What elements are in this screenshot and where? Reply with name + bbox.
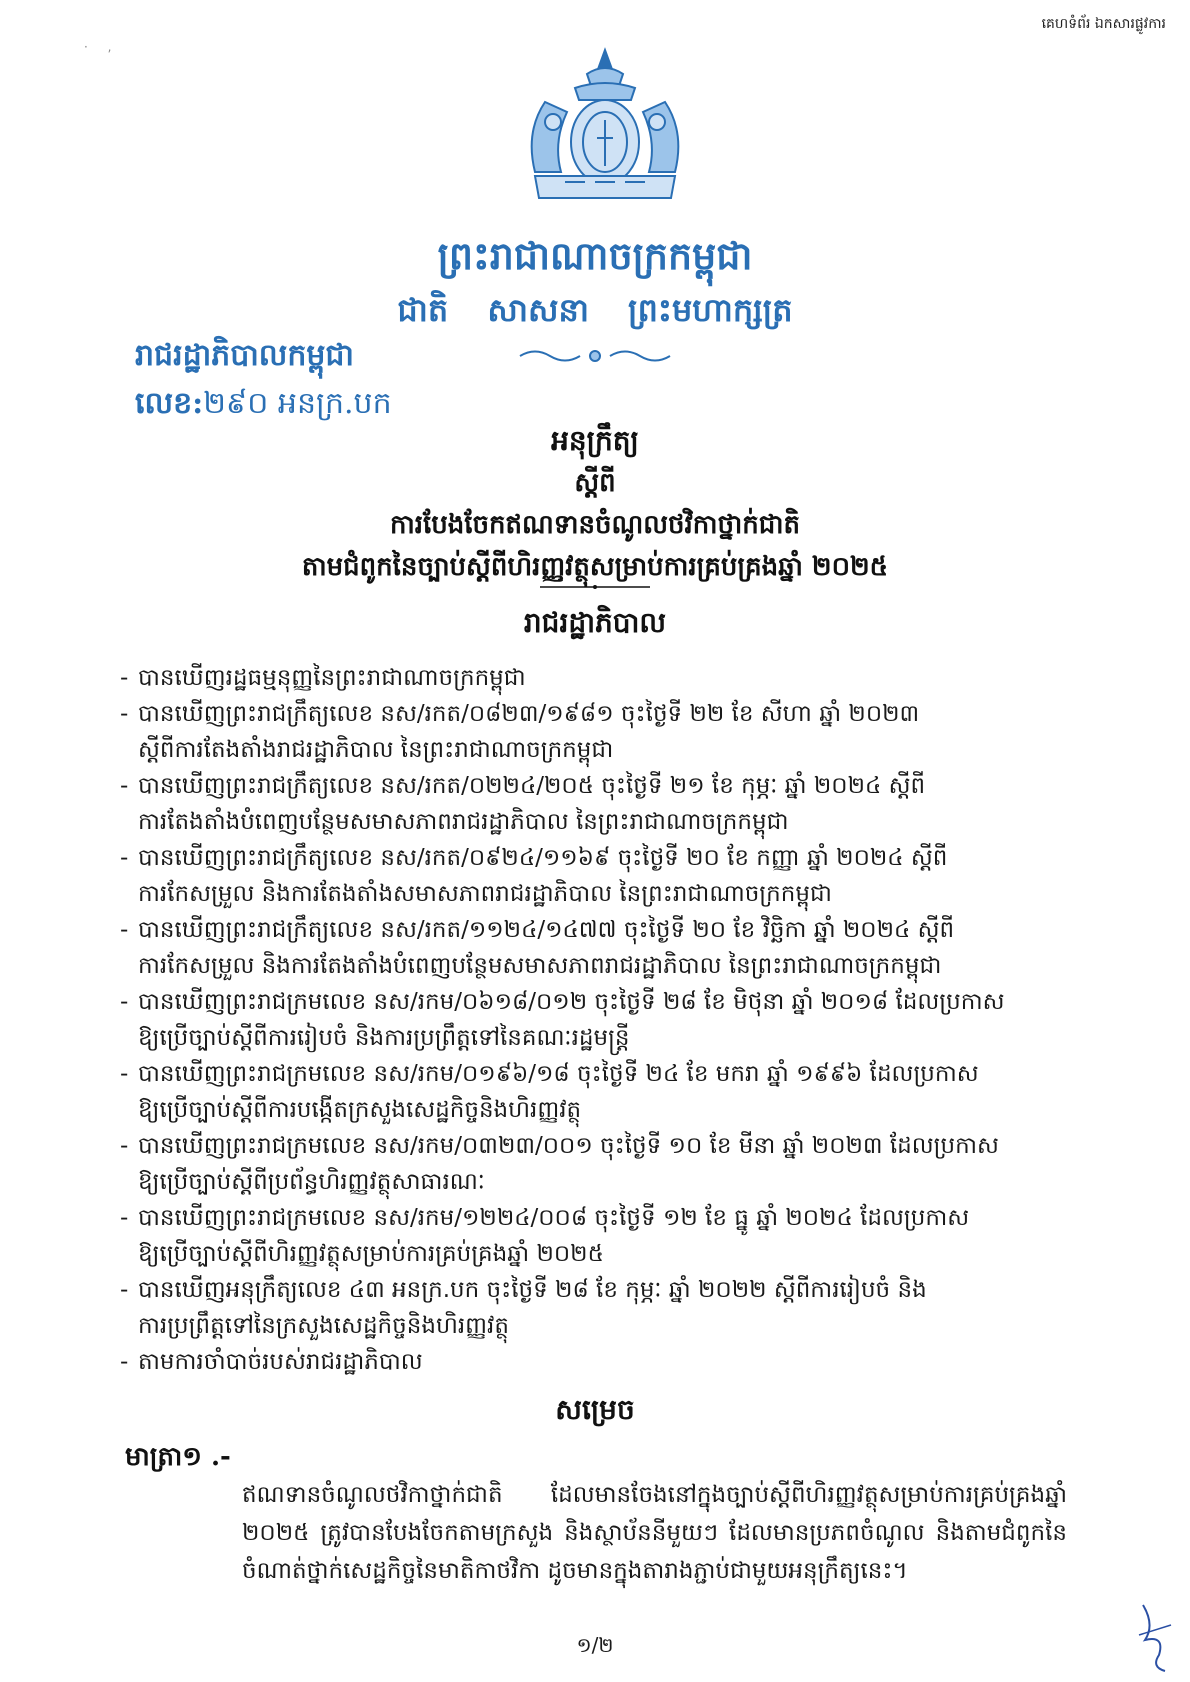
- kingdom-name: ព្រះរាជាណាចក្រកម្ពុជា: [437, 233, 753, 278]
- recital-line: បានឃើញព្រះរាជក្រមលេខ នស/រកម/០១៩៦/១៨ ចុះថ្ងៃទី ២៤ ខែ មករា ឆ្នាំ ១៩៩៦ ដែលប្រកាស: [138, 1061, 979, 1087]
- list-item: [120, 840, 1070, 912]
- recital-line: បានឃើញព្រះរាជក្រឹត្យលេខ នស/រកត/០៨២៣/១៩៨១ ចុះថ្ងៃទី ២២ ខែ សីហា ឆ្នាំ ២០២៣: [138, 701, 920, 727]
- recital-line: ឱ្យប្រើច្បាប់ស្ដីពីការរៀបចំ និងការប្រព្រឹត្តទៅនៃគណៈរដ្ឋមន្ត្រី: [138, 1025, 630, 1051]
- list-item: [120, 696, 1070, 768]
- recital-line: ការប្រព្រឹត្តទៅនៃក្រសួងសេដ្ឋកិច្ចនិងហិរញ្ញវត្ថុ: [138, 1313, 509, 1339]
- title-line-3: ការបែងចែកឥណទានចំណូលថវិកាថ្នាក់ជាតិ: [389, 510, 801, 540]
- page-number: ១/២: [576, 1633, 614, 1657]
- recital-line: ឱ្យប្រើច្បាប់ស្ដីពីប្រព័ន្ធហិរញ្ញវត្ថុសាធារណៈ: [138, 1169, 485, 1195]
- decision-heading: សម្រេច: [555, 1393, 635, 1426]
- recital-line: បានឃើញព្រះរាជក្រឹត្យលេខ នស/រកត/១១២៤/១៤៧៧ ចុះថ្ងៃទី ២០ ខែ វិច្ឆិកា ឆ្នាំ ២០២៤ ស្ដីពី: [138, 917, 955, 943]
- recital-line: បានឃើញព្រះរាជក្រឹត្យលេខ នស/រកត/០៩២៤/១១៦៩ ចុះថ្ងៃទី ២០ ខែ កញ្ញា ឆ្នាំ ២០២៤ ស្ដីពី: [138, 845, 948, 871]
- recital-line: បានឃើញព្រះរាជក្រឹត្យលេខ នស/រកត/០២២៤/២០៥ ចុះថ្ងៃទី ២១ ខែ កុម្ភៈ ឆ្នាំ ២០២៤ ស្ដីពី: [138, 773, 926, 799]
- issuing-government: រាជរដ្ឋាភិបាលកម្ពុជា: [135, 338, 354, 373]
- title-line-1: អនុក្រឹត្យ: [551, 424, 639, 457]
- list-item: [120, 984, 1070, 1056]
- scan-specks: · ,: [84, 40, 120, 54]
- recital-line: ឱ្យប្រើច្បាប់ស្ដីពីហិរញ្ញវត្ថុសម្រាប់ការគ្រប់គ្រងឆ្នាំ ២០២៥: [138, 1241, 604, 1267]
- article-1-heading: មាត្រា១ .-: [125, 1442, 231, 1472]
- recital-line: ការតែងតាំងបំពេញបន្ថែមសមាសភាពរាជរដ្ឋាភិបាល នៃព្រះរាជាណាចក្រកម្ពុជា: [138, 809, 789, 835]
- document-number-value: ២៩០ អនក្រ.បក: [203, 386, 392, 421]
- list-item: [120, 912, 1070, 984]
- recitals-list: [120, 660, 1070, 1380]
- list-item: [120, 768, 1070, 840]
- title-line-4: តាមជំពូកនៃច្បាប់ស្ដីពីហិរញ្ញវត្ថុសម្រាប់ការគ្រប់គ្រងឆ្នាំ ២០២៥: [301, 552, 889, 582]
- body-heading: រាជរដ្ឋាភិបាល: [523, 606, 667, 639]
- ornament-divider-icon: [515, 345, 675, 367]
- list-item: [120, 1272, 1070, 1344]
- document-number-label: លេខ:: [135, 386, 204, 421]
- list-item: [120, 1200, 1070, 1272]
- recital-line: ឱ្យប្រើច្បាប់ស្ដីពីការបង្កើតក្រសួងសេដ្ឋកិច្ចនិងហិរញ្ញវត្ថុ: [138, 1097, 582, 1123]
- recital-line: បានឃើញព្រះរាជក្រមលេខ នស/រកម/០៣២៣/០០១ ចុះថ្ងៃទី ១០ ខែ មីនា ឆ្នាំ ២០២៣ ដែលប្រកាស: [138, 1133, 999, 1159]
- title-divider-icon: [540, 584, 650, 590]
- recital-line: បានឃើញរដ្ឋធម្មនុញ្ញនៃព្រះរាជាណាចក្រកម្ពុជា: [138, 665, 526, 691]
- list-item: [120, 660, 1070, 696]
- recital-line: ស្ដីពីការតែងតាំងរាជរដ្ឋាភិបាល នៃព្រះរាជាណាចក្រកម្ពុជា: [138, 737, 614, 763]
- recital-line: ការកែសម្រួល និងការតែងតាំងសមាសភាពរាជរដ្ឋាភិបាល នៃព្រះរាជាណាចក្រកម្ពុជា: [138, 881, 832, 907]
- recital-line: តាមការចាំបាច់របស់រាជរដ្ឋាភិបាល: [138, 1349, 423, 1375]
- initial-signature-icon: [1135, 1595, 1175, 1675]
- list-item: [120, 1128, 1070, 1200]
- national-motto: ជាតិ សាសនា ព្រះមហាក្សត្រ: [397, 291, 793, 329]
- list-item: [120, 1344, 1070, 1380]
- royal-emblem-icon: [505, 42, 705, 212]
- recital-line: បានឃើញអនុក្រឹត្យលេខ ៤៣ អនក្រ.បក ចុះថ្ងៃទី ២៨ ខែ កុម្ភៈ ឆ្នាំ ២០២២ ស្ដីពីការរៀបចំ និង: [138, 1277, 927, 1303]
- top-note: គេហទំព័រ ឯកសារផ្លូវការ: [1041, 16, 1166, 32]
- recital-line: ការកែសម្រួល និងការតែងតាំងបំពេញបន្ថែមសមាសភាពរាជរដ្ឋាភិបាល នៃព្រះរាជាណាចក្រកម្ពុជា: [138, 953, 942, 979]
- article-1-body: ឥណទានចំណូលថវិកាថ្នាក់ជាតិ ដែលមានចែងនៅក្នុងច្បាប់ស្ដីពីហិរញ្ញវត្ថុសម្រាប់ការគ្រប់គ្រងឆ្នាំ ២០២៥ ត្រូវបានបែងចែកតាមក្រសួង និងស្ថាប័ននីមួយៗ ដែលមានប្រភពចំណូល និងតាមជំពូកនៃចំណាត់ថ្នាក់សេដ្ឋកិច្ចនៃមាតិកាថវិកា ដូចមានក្នុងតារាងភ្ជាប់ជាមួយអនុក្រឹត្យនេះ។: [242, 1482, 1067, 1584]
- document-title: [0, 420, 1190, 588]
- title-line-2: ស្ដីពី: [574, 468, 616, 498]
- list-item: [120, 1056, 1070, 1128]
- recital-line: បានឃើញព្រះរាជក្រមលេខ នស/រកម/១២២៤/០០៨ ចុះថ្ងៃទី ១២ ខែ ធ្នូ ឆ្នាំ ២០២៤ ដែលប្រកាស: [138, 1205, 970, 1231]
- recital-line: បានឃើញព្រះរាជក្រមលេខ នស/រកម/០៦១៨/០១២ ចុះថ្ងៃទី ២៨ ខែ មិថុនា ឆ្នាំ ២០១៨ ដែលប្រកាស: [138, 989, 1005, 1015]
